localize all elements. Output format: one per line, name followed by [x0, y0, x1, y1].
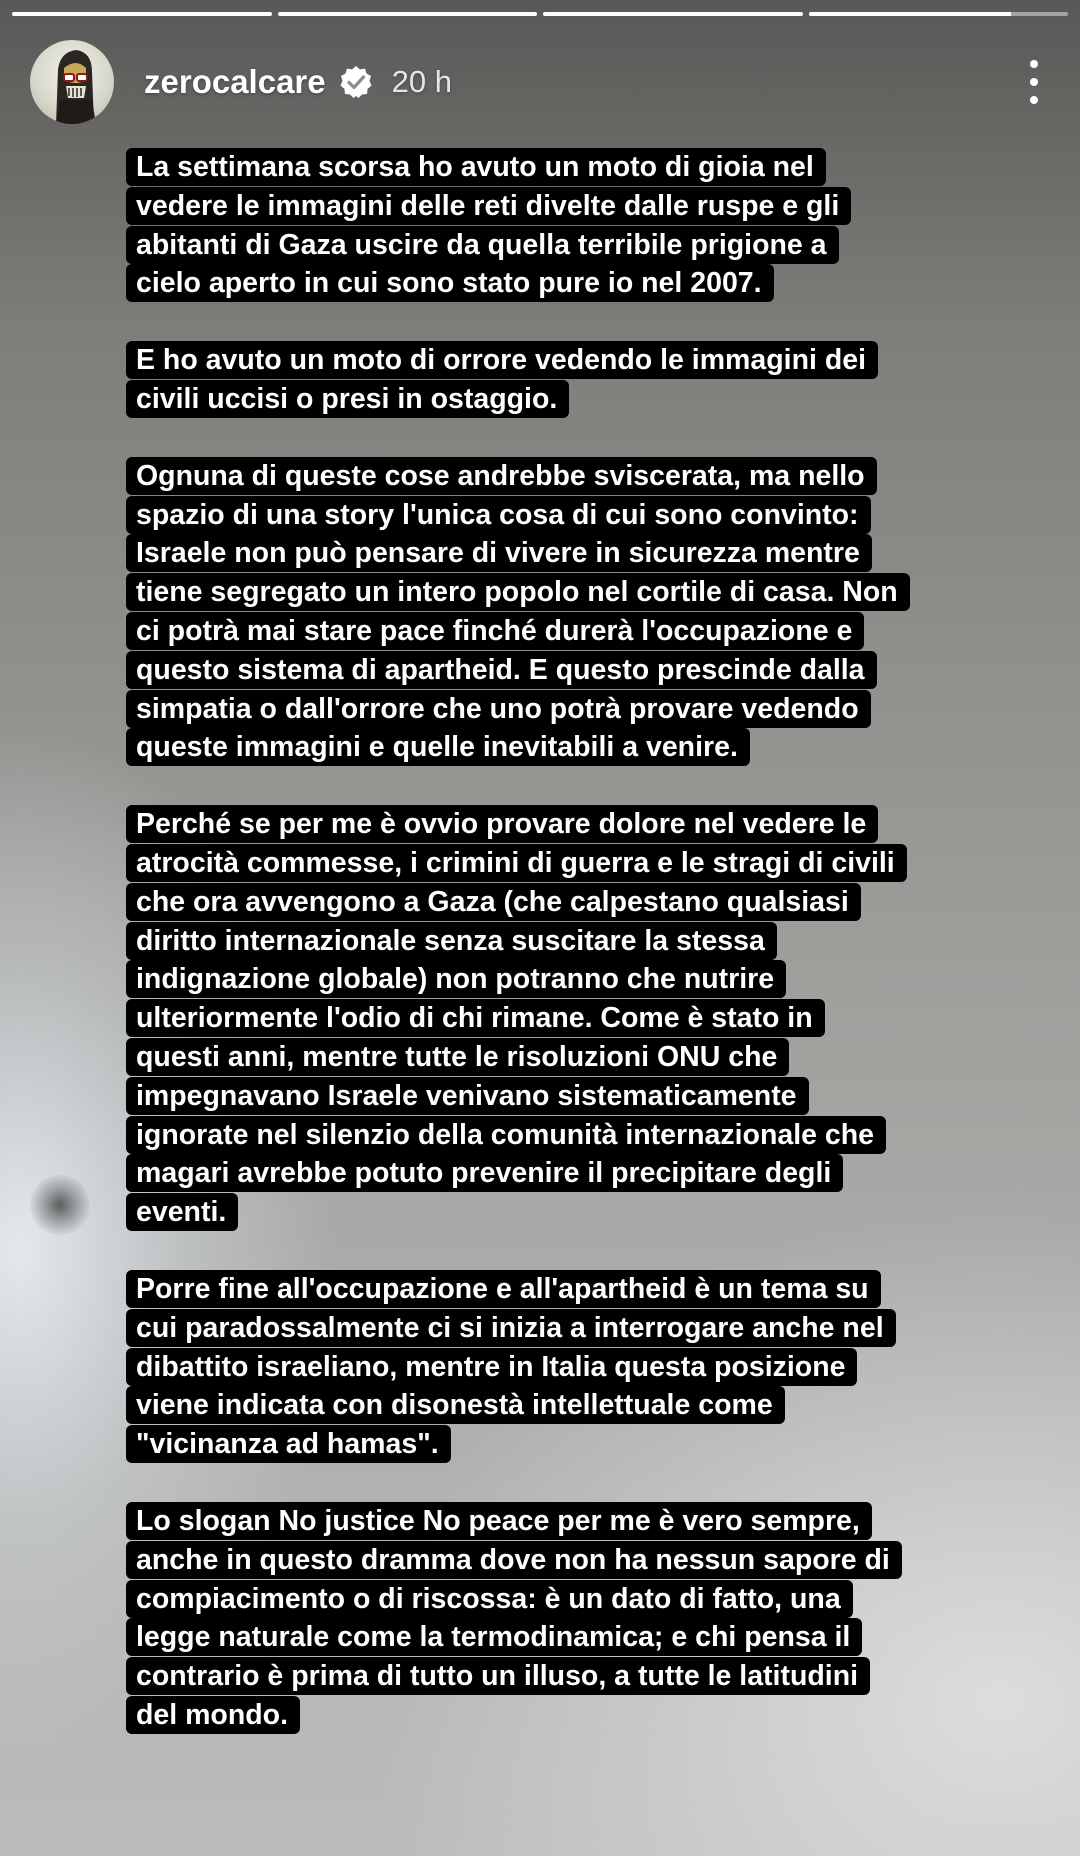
- story-paragraph: [126, 148, 986, 303]
- text-line: abitanti di Gaza uscire da quella terribile prigione a: [126, 226, 839, 264]
- text-line: La settimana scorsa ho avuto un moto di gioia nel: [126, 148, 826, 186]
- text-line: Perché se per me è ovvio provare dolore nel vedere le: [126, 805, 878, 843]
- progress-segment: [809, 12, 1069, 16]
- text-line: vedere le immagini delle reti divelte dalle ruspe e gli: [126, 187, 851, 225]
- avatar-illustration-icon: [30, 40, 114, 124]
- progress-fill: [809, 12, 1011, 16]
- text-line: tiene segregato un intero popolo nel cortile di casa. Non: [126, 573, 910, 611]
- text-line: ulteriormente l'odio di chi rimane. Come è stato in: [126, 999, 825, 1037]
- text-line: Lo slogan No justice No peace per me è vero sempre,: [126, 1502, 872, 1540]
- text-line: viene indicata con disonestà intellettuale come: [126, 1386, 785, 1424]
- story-paragraph: [126, 1270, 986, 1464]
- more-options-icon[interactable]: [1024, 60, 1044, 104]
- text-line: civili uccisi o presi in ostaggio.: [126, 380, 569, 418]
- text-line: E ho avuto un moto di orrore vedendo le immagini dei: [126, 341, 878, 379]
- progress-fill: [543, 12, 803, 16]
- more-dot: [1030, 60, 1038, 68]
- text-line: del mondo.: [126, 1696, 300, 1734]
- avatar[interactable]: [30, 40, 114, 124]
- text-line: diritto internazionale senza suscitare la stessa: [126, 922, 777, 960]
- text-line: cui paradossalmente ci si inizia a interrogare anche nel: [126, 1309, 896, 1347]
- more-dot: [1030, 78, 1038, 86]
- text-line: Porre fine all'occupazione e all'apartheid è un tema su: [126, 1270, 881, 1308]
- username[interactable]: zerocalcare: [144, 63, 326, 100]
- more-dot: [1030, 96, 1038, 104]
- text-line: impegnavano Israele venivano sistematicamente: [126, 1077, 809, 1115]
- story-paragraph: [126, 805, 986, 1232]
- story-text: [126, 148, 986, 1773]
- text-line: questi anni, mentre tutte le risoluzioni ONU che: [126, 1038, 789, 1076]
- text-line: legge naturale come la termodinamica; e chi pensa il: [126, 1618, 862, 1656]
- post-time: 20 h: [391, 64, 452, 99]
- story-header: [30, 40, 1050, 124]
- text-line: ignorate nel silenzio della comunità internazionale che: [126, 1116, 886, 1154]
- progress-fill: [278, 12, 538, 16]
- text-line: compiacimento o di riscossa: è un dato di fatto, una: [126, 1580, 853, 1618]
- background-smudge: [30, 1175, 90, 1235]
- text-line: "vicinanza ad hamas".: [126, 1425, 451, 1463]
- progress-fill: [12, 12, 272, 16]
- text-line: simpatia o dall'orrore che uno potrà provare vedendo: [126, 690, 871, 728]
- text-line: spazio di una story l'unica cosa di cui sono convinto:: [126, 496, 871, 534]
- story-paragraph: [126, 341, 986, 419]
- text-line: magari avrebbe potuto prevenire il precipitare degli: [126, 1154, 843, 1192]
- story-progress-bar: [12, 12, 1068, 17]
- progress-segment: [278, 12, 538, 16]
- text-line: questo sistema di apartheid. E questo prescinde dalla: [126, 651, 877, 689]
- text-line: anche in questo dramma dove non ha nessun sapore di: [126, 1541, 902, 1579]
- text-line: dibattito israeliano, mentre in Italia questa posizione: [126, 1348, 857, 1386]
- text-line: indignazione globale) non potranno che nutrire: [126, 960, 786, 998]
- text-line: atrocità commesse, i crimini di guerra e le stragi di civili: [126, 844, 907, 882]
- text-line: queste immagini e quelle inevitabili a venire.: [126, 728, 750, 766]
- text-line: che ora avvengono a Gaza (che calpestano qualsiasi: [126, 883, 861, 921]
- story-paragraph: [126, 1502, 986, 1735]
- text-line: cielo aperto in cui sono stato pure io nel 2007.: [126, 264, 774, 302]
- verified-badge-icon: [338, 64, 374, 100]
- text-line: ci potrà mai stare pace finché durerà l'occupazione e: [126, 612, 864, 650]
- story-paragraph: [126, 457, 986, 767]
- text-line: eventi.: [126, 1193, 238, 1231]
- text-line: Ognuna di queste cose andrebbe sviscerata, ma nello: [126, 457, 877, 495]
- progress-segment: [12, 12, 272, 16]
- text-line: Israele non può pensare di vivere in sicurezza mentre: [126, 534, 872, 572]
- progress-segment: [543, 12, 803, 16]
- text-line: contrario è prima di tutto un illuso, a tutte le latitudini: [126, 1657, 870, 1695]
